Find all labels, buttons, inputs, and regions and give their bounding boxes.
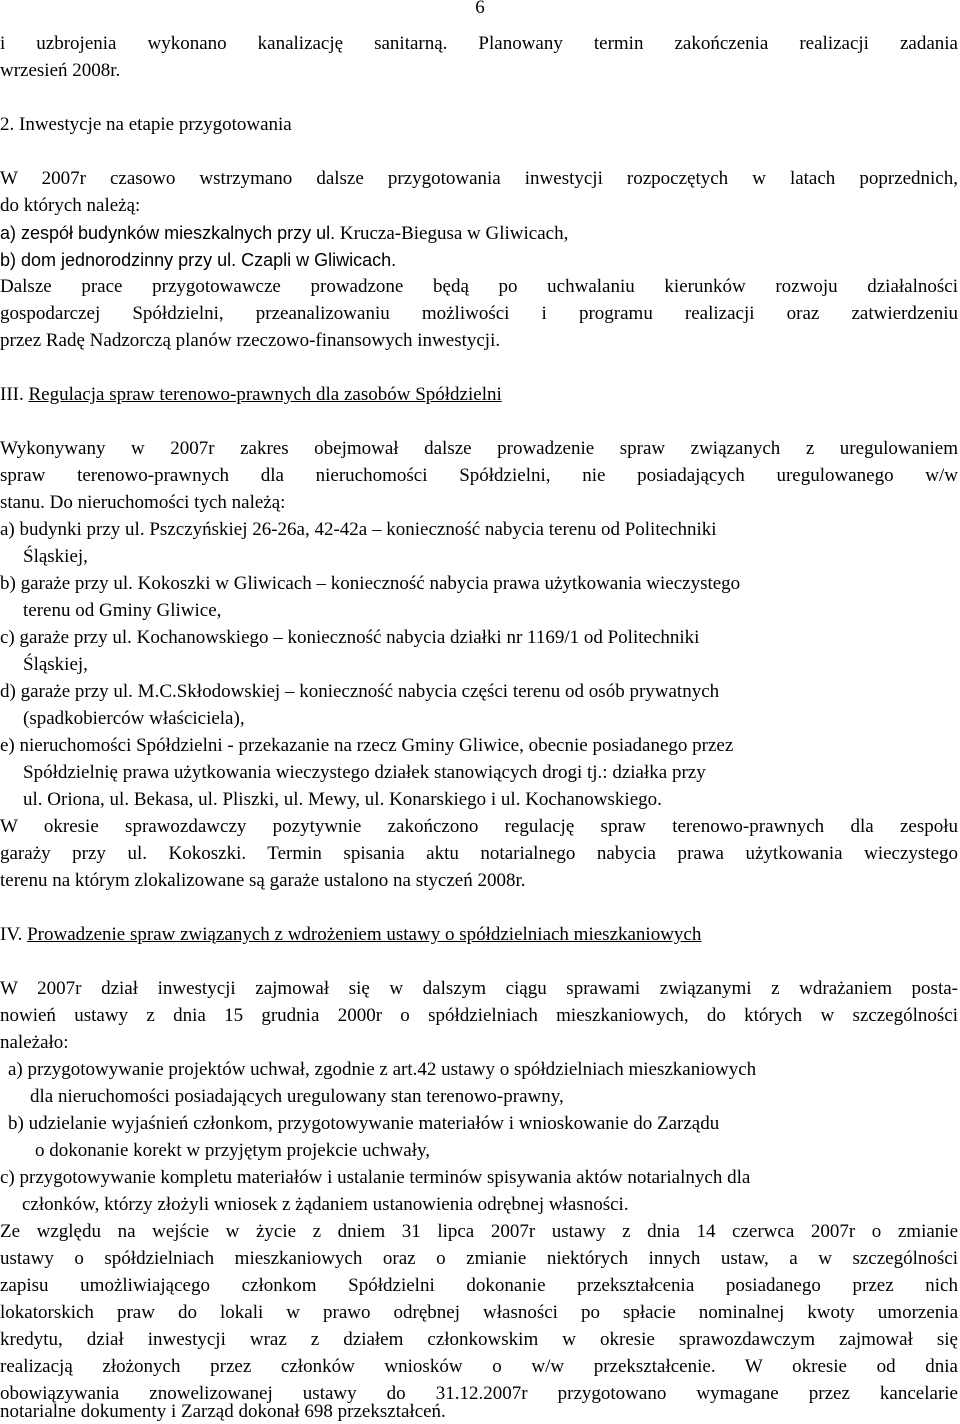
paragraph-line: terenu na którym zlokalizowane są garaże ustalono na styczeń 2008r. bbox=[0, 870, 526, 891]
list-item: a) budynki przy ul. Pszczyńskiej 26-26a, 42-42a – konieczność nabycia terenu od Politechniki bbox=[0, 519, 717, 540]
list-item: b) udzielanie wyjaśnień członkom, przygotowywanie materiałów i wnioskowanie do Zarządu bbox=[8, 1113, 720, 1134]
list-item: c) garaże przy ul. Kochanowskiego – konieczność nabycia działki nr 1169/1 od Politechniki bbox=[0, 627, 700, 648]
list-item-continuation: dla nieruchomości posiadających uregulowany stan terenowo-prawny, bbox=[30, 1086, 564, 1107]
list-item-continuation: (spadkobierców właściciela), bbox=[23, 708, 245, 729]
list-item: e) nieruchomości Spółdzielni - przekazanie na rzecz Gminy Gliwice, obecnie posiadanego przez bbox=[0, 735, 734, 756]
paragraph-line: notarialne dokumenty i Zarząd dokonał 698 przekształceń. bbox=[0, 1401, 446, 1422]
list-item bbox=[0, 221, 958, 246]
paragraph-line: ustawy o spółdzielniach mieszkaniowych oraz o zmianie niektórych innych ustaw, a w szczególności bbox=[0, 1248, 958, 1269]
paragraph-line: W 2007r czasowo wstrzymano dalsze przygotowania inwestycji rozpoczętych w latach poprzednich, bbox=[0, 168, 958, 189]
paragraph-line: przez Radę Nadzorczą planów rzeczowo-finansowych inwestycji. bbox=[0, 330, 501, 351]
section-heading bbox=[0, 923, 958, 947]
list-item-continuation: członków, którzy złożyli wniosek z żądaniem ustanowienia odrębnej własności. bbox=[22, 1194, 629, 1215]
list-item-continuation: terenu od Gminy Gliwice, bbox=[23, 600, 222, 621]
paragraph-line: należało: bbox=[0, 1032, 69, 1053]
section-number: III. bbox=[0, 384, 24, 405]
list-item: b) dom jednorodzinny przy ul. Czapli w Gliwicach. bbox=[0, 250, 397, 270]
list-item: d) garaże przy ul. M.C.Skłodowskiej – konieczność nabycia części terenu od osób prywatnych bbox=[0, 681, 720, 702]
section-number: IV. bbox=[0, 924, 23, 945]
paragraph-line: stanu. Do nieruchomości tych należą: bbox=[0, 492, 286, 513]
paragraph-line: realizacją złożonych przez członków wniosków o w/w przekształcenie. W okresie od dnia bbox=[0, 1356, 958, 1377]
list-item: a) przygotowywanie projektów uchwał, zgodnie z art.42 ustawy o spółdzielniach mieszkaniowych bbox=[8, 1059, 757, 1080]
paragraph-line: nowień ustawy z dnia 15 grudnia 2000r o spółdzielniach mieszkaniowych, do których w szczególności bbox=[0, 1005, 958, 1026]
list-item-continuation: o dokonanie korekt w przyjętym projekcie uchwały, bbox=[35, 1140, 431, 1161]
paragraph-line: zapisu umożliwiającego członkom Spółdzielni dokonanie przekształcenia posiadanego przez nich bbox=[0, 1275, 958, 1296]
paragraph-line: kredytu, dział inwestycji wraz z działem członkowskim w okresie sprawozdawczym zajmował się bbox=[0, 1329, 958, 1350]
intro-line: wrzesień 2008r. bbox=[0, 60, 121, 81]
paragraph-line: gospodarczej Spółdzielni, przeanalizowaniu możliwości i programu realizacji oraz zatwierdzeniu bbox=[0, 303, 958, 324]
intro-line: i uzbrojenia wykonano kanalizację sanitarną. Planowany termin zakończenia realizacji zadania bbox=[0, 33, 958, 54]
paragraph-line: garaży przy ul. Kokoszki. Termin spisania aktu notarialnego nabycia prawa użytkowania wieczystego bbox=[0, 843, 958, 864]
list-item-continuation: Śląskiej, bbox=[23, 654, 88, 675]
list-item: b) garaże przy ul. Kokoszki w Gliwicach – konieczność nabycia prawa użytkowania wieczystego bbox=[0, 573, 741, 594]
list-item-continuation: Spółdzielnię prawa użytkowania wieczystego działek stanowiących drogi tj.: działka przy bbox=[23, 762, 706, 783]
paragraph-line: Dalsze prace przygotowawcze prowadzone będą po uchwalaniu kierunków rozwoju działalności bbox=[0, 276, 958, 297]
paragraph-line: lokatorskich praw do lokali w prawo odrębnej własności po spłacie nominalnej kwoty umorzenia bbox=[0, 1302, 958, 1323]
section-heading: 2. Inwestycje na etapie przygotowania bbox=[0, 114, 292, 135]
page-number: 6 bbox=[475, 0, 485, 18]
paragraph-line: W 2007r dział inwestycji zajmował się w dalszym ciągu sprawami związanymi z wdrażaniem posta- bbox=[0, 978, 958, 999]
list-item-text: Krucza-Biegusa w Gliwicach, bbox=[339, 223, 569, 244]
section-heading bbox=[0, 383, 958, 407]
paragraph-line: spraw terenowo-prawnych dla nieruchomości Spółdzielni, nie posiadających uregulowanego w/w bbox=[0, 465, 958, 486]
paragraph-line: obowiązywania znowelizowanej ustawy do 31.12.2007r przygotowano wymagane przez kancelarie bbox=[0, 1383, 958, 1404]
paragraph-line: W okresie sprawozdawczy pozytywnie zakończono regulację spraw terenowo-prawnych dla zespołu bbox=[0, 816, 958, 837]
paragraph-line: Wykonywany w 2007r zakres obejmował dalsze prowadzenie spraw związanych z uregulowaniem bbox=[0, 438, 958, 459]
paragraph-line: do których należą: bbox=[0, 195, 141, 216]
list-item-continuation: ul. Oriona, ul. Bekasa, ul. Pliszki, ul. Mewy, ul. Konarskiego i ul. Kochanowskiego. bbox=[23, 789, 662, 810]
section-title: Regulacja spraw terenowo-prawnych dla zasobów Spółdzielni bbox=[28, 384, 502, 405]
paragraph-line: Ze względu na wejście w życie z dniem 31 lipca 2007r ustawy z dnia 14 czerwca 2007r o zmianie bbox=[0, 1221, 958, 1242]
section-title: Prowadzenie spraw związanych z wdrożeniem ustawy o spółdzielniach mieszkaniowych bbox=[27, 924, 702, 945]
list-item-text: a) zespół budynków mieszkalnych przy ul. bbox=[0, 223, 336, 243]
list-item: c) przygotowywanie kompletu materiałów i ustalanie terminów spisywania aktów notarialnych dla bbox=[0, 1167, 751, 1188]
list-item-continuation: Śląskiej, bbox=[23, 546, 88, 567]
